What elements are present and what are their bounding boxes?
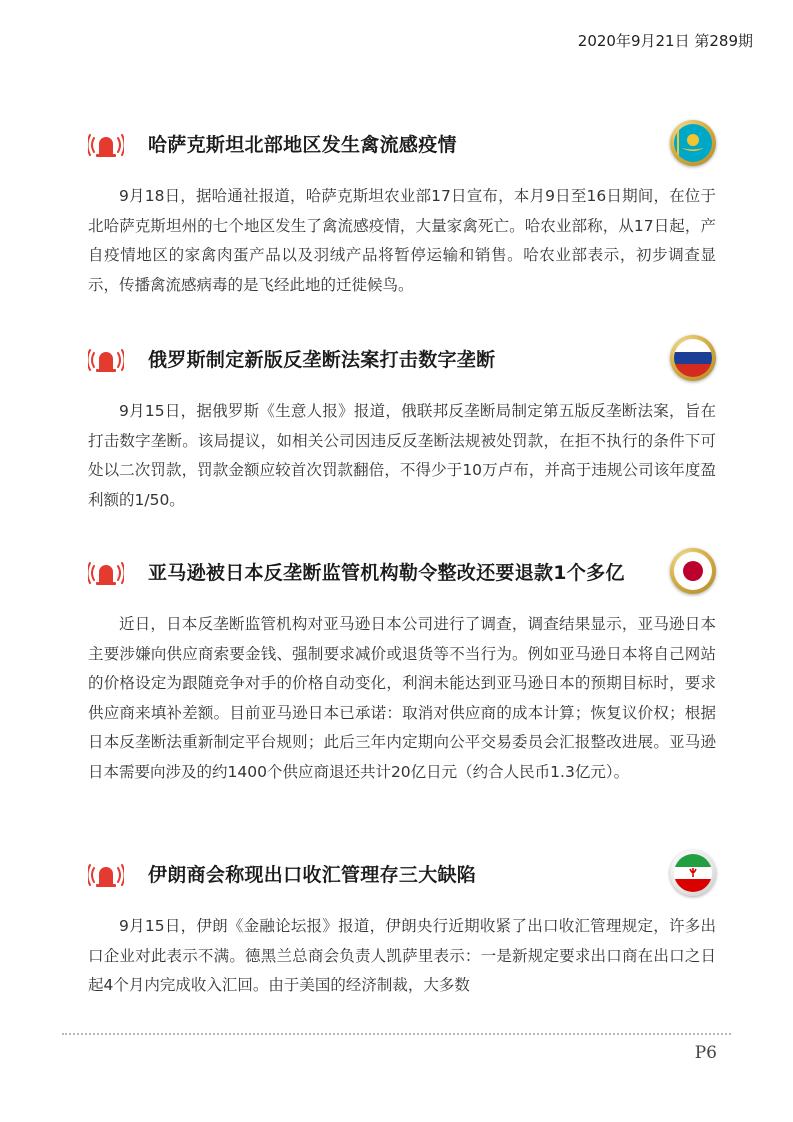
iran-flag-icon	[670, 850, 716, 896]
article-body: 9月15日，据俄罗斯《生意人报》报道，俄联邦反垄断局制定第五版反垄断法案，旨在打击数字垄断。该局提议，如相关公司因违反反垄断法规被处罚款，在拒不执行的条件下可处以二次罚款，罚款金额应较首次罚款翻倍，不得少于10万卢布，并高于违规公司该年度盈利额的1/50。	[88, 402, 716, 509]
article-header	[88, 548, 716, 598]
article-title: 俄罗斯制定新版反垄断法案打击数字垄断	[148, 349, 496, 371]
footer-divider	[62, 1033, 731, 1035]
issue-date: 2020年9月21日 第289期	[577, 32, 753, 50]
japan-flag-icon	[670, 548, 716, 594]
article-body: 9月15日，伊朗《金融论坛报》报道，伊朗央行近期收紧了出口收汇管理规定，许多出口企业对此表示不满。德黑兰总商会负责人凯萨里表示：一是新规定要求出口商在出口之日起4个月内完成收入汇回。由于美国的经济制裁，大多数	[88, 917, 716, 994]
article-title: 哈萨克斯坦北部地区发生禽流感疫情	[148, 134, 457, 156]
article-body: 近日，日本反垄断监管机构对亚马逊日本公司进行了调查，调查结果显示，亚马逊日本主要涉嫌向供应商索要金钱、强制要求减价或退货等不当行为。例如亚马逊日本将自己网站的价格设定为跟随竞争对手的价格自动变化，利润未能达到亚马逊日本的预期目标时，要求供应商来填补差额。目前亚马逊日本已承诺：取消对供应商的成本计算；恢复议价权；根据日本反垄断法重新制定平台规则；此后三年内定期向公平交易委员会汇报整改进展。亚马逊日本需要向涉及的约1400个供应商退还共计20亿日元（约合人民币1.3亿元）。	[88, 615, 716, 781]
article-iran	[88, 850, 716, 1001]
alarm-bell-icon	[88, 343, 124, 375]
article-kazakhstan	[88, 120, 716, 300]
russia-flag-icon	[670, 335, 716, 381]
alarm-bell-icon	[88, 556, 124, 588]
kazakhstan-flag-icon	[670, 120, 716, 166]
article-russia	[88, 335, 716, 515]
article-amazon-japan	[88, 548, 716, 787]
page-number: P6	[694, 1043, 717, 1063]
article-body: 9月18日，据哈通社报道，哈萨克斯坦农业部17日宣布，本月9日至16日期间，在位于北哈萨克斯坦州的七个地区发生了禽流感疫情，大量家禽死亡。哈农业部称，从17日起，产自疫情地区的家禽肉蛋产品以及羽绒产品将暂停运输和销售。哈农业部表示，初步调查显示，传播禽流感病毒的是飞经此地的迁徙候鸟。	[88, 187, 716, 294]
article-header	[88, 850, 716, 900]
alarm-bell-icon	[88, 858, 124, 890]
article-title: 亚马逊被日本反垄断监管机构勒令整改还要退款1个多亿	[148, 562, 625, 584]
article-title: 伊朗商会称现出口收汇管理存三大缺陷	[148, 864, 477, 886]
article-header	[88, 120, 716, 170]
alarm-bell-icon	[88, 128, 124, 160]
article-header	[88, 335, 716, 385]
